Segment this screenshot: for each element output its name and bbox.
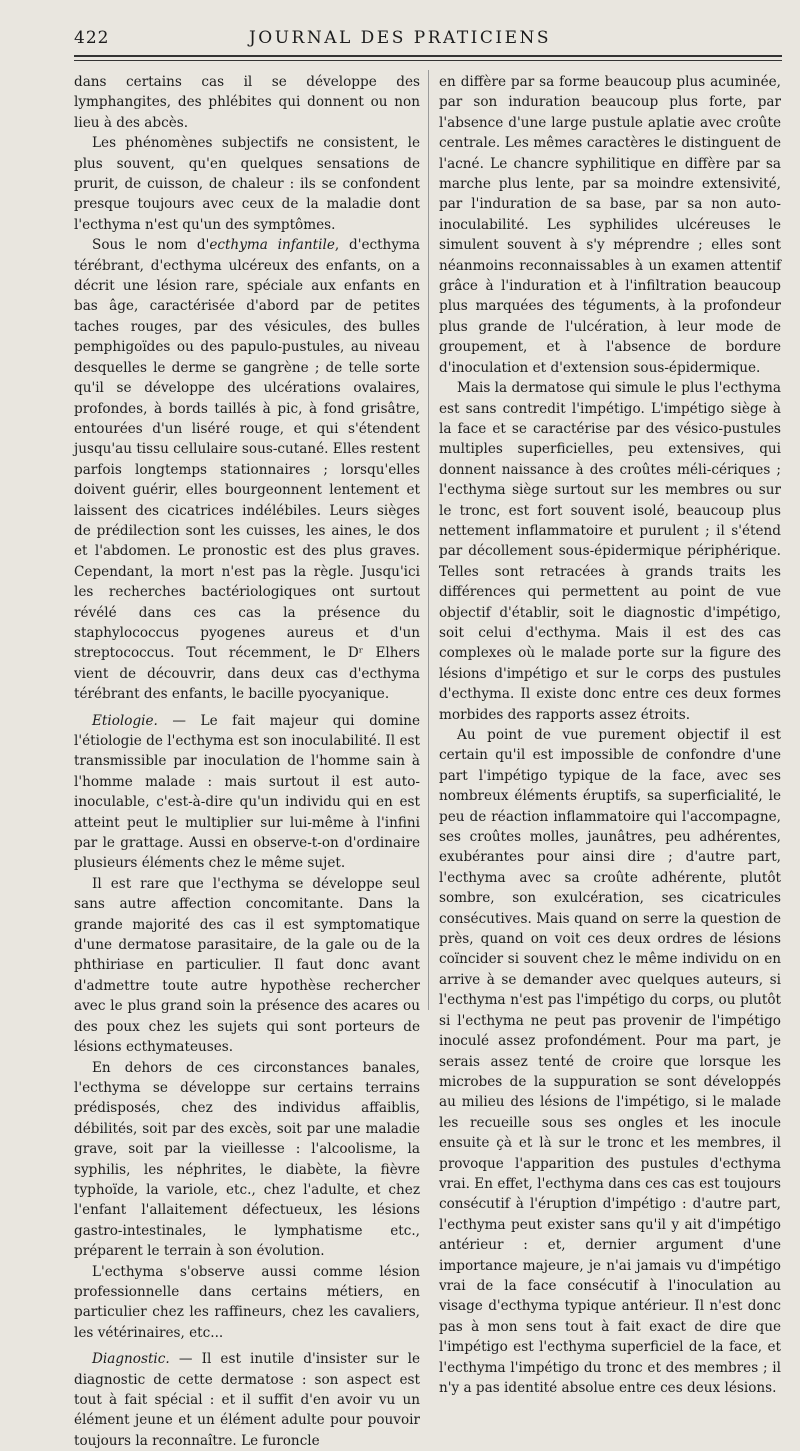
paragraph: En dehors de ces circonstances banales, l'ecthyma se développe sur certains terrains prédisposés, chez des individus affaiblis, débilités, soit par des excès, soit par une maladie grave, soit par la vieillesse : l'alcoolisme, la syphilis, les néphrites, le diabète, la fièvre typhoïde, la variole, etc., chez l'adulte, et chez l'enfant l'allaitement défectueux, les lésions gastro-intestinales, le lymphatisme etc., préparent le terrain à son évolution.: [74, 1059, 420, 1260]
paragraph-text: — Il est inutile d'insister sur le diagnostic de cette dermatose : son aspect est tout à fait spécial : et il suffit d'en avoir vu un élément jeune et un élément adulte pour pouvoir toujours la reconnaître. Le furoncle: [74, 1351, 420, 1449]
paragraph: dans certains cas il se développe des lymphangites, des phlébites qui donnent ou non lieu à des abcès.: [74, 74, 420, 131]
paragraph: L'ecthyma s'observe aussi comme lésion professionnelle dans certains métiers, en particulier chez les raffineurs, chez les cavaliers, les vétérinaires, etc...: [74, 1263, 420, 1341]
journal-title: JOURNAL DES PRATICIENS: [248, 28, 552, 48]
header-rule-thick: [74, 55, 782, 57]
right-column: [439, 72, 781, 1398]
paragraph-text: , d'ecthyma térébrant, d'ecthyma ulcéreux des enfants, on a décrit une lésion rare, spéciale aux enfants en bas âge, caractérisée d'abord par de petites taches rouges, par des vésicules, des bulles pemphigoïdes ou des papulo-pustules, au niveau desquelles le derme se gangrène ; de telle sorte qu'il se développe des ulcérations ovalaires, profondes, à bords taillés à pic, à fond grisâtre, entourées d'un liséré rouge, et qui s'étendent jusqu'au tissu cellulaire sous-cutané. Elles restent parfois longtemps stationnaires ; lorsqu'elles doivent guérir, elles bourgeonnent lentement et laissent des cicatrices indélébiles. Leurs sièges de prédilection sont les cuisses, les aines, le dos et l'abdomen. Le pronostic est des plus graves. Cependant, la mort n'est pas la règle. Jusqu'ici les recherches bactériologiques ont surtout révélé dans ces cas la présence du staphylococcus pyogenes aureus et d'un streptococcus. Tout récemment, le Dʳ Elhers vient de découvrir, dans deux cas d'ecthyma térébrant des enfants, le bacille pyocyanique.: [74, 237, 420, 703]
paragraph: Au point de vue purement objectif il est certain qu'il est impossible de confondre d'une part l'impétigo typique de la face, avec ses nombreux éléments éruptifs, sa superficialité, le peu de réaction inflammatoire qui l'accompagne, ses croûtes molles, jaunâtres, peu adhérentes, exubérantes pour ainsi dire ; d'autre part, l'ecthyma avec sa croûte adhérente, plutôt sombre, son exulcération, ses cicatricules consécutives. Mais quand on serre la question de près, quand on voit ces deux ordres de lésions coïncider si souvent chez le même individu on en arrive à se demander avec quelques auteurs, si l'ecthyma n'est pas l'impétigo du corps, ou plutôt si l'ecthyma ne peut pas provenir de l'impétigo inoculé assez profondément. Pour ma part, je serais assez tenté de croire que lorsque les microbes de la suppuration se sont développés au milieu des lésions de l'impétigo, si le malade les recueille sous ses ongles et les inocule ensuite çà et là sur le tronc et les membres, il provoque l'apparition des pustules d'ecthyma vrai. En effet, l'ecthyma dans ces cas est toujours consécutif à l'éruption d'impétigo : d'autre part, l'ecthyma peut exister sans qu'il y ait d'impétigo antérieur : et, dernier argument d'une importance majeure, je n'ai jamais vu d'impétigo vrai de la face consécutif à l'inoculation au visage d'ecthyma typique antérieur. Il n'est donc pas à mon sens tout à fait exact de dire que l'impétigo est l'ecthyma superficiel de la face, et l'ecthyma l'impétigo du tronc et des membres ; il n'y a pas identité absolue entre ces deux lésions.: [439, 727, 781, 1396]
italic-term: ecthyma infantile: [209, 237, 335, 254]
paragraph-etiologie: [74, 711, 420, 874]
paragraph: en diffère par sa forme beaucoup plus acuminée, par son induration beaucoup plus forte, par l'absence d'une large pustule aplatie avec croûte centrale. Les mêmes caractères le distinguent de l'acné. Le chancre syphilitique en diffère par sa marche plus lente, par sa moindre extensivité, par l'induration de sa base, par sa non auto-inoculabilité. Les syphilides ulcéreuses le simulent souvent à s'y méprendre ; elles sont néanmoins reconnaissables à un examen attentif grâce à l'induration et à l'infiltration beaucoup plus marquées des téguments, à la profondeur plus grande de l'ulcération, à leur mode de groupement, et à l'absence de bordure d'inoculation et d'extension sous-épidermique.: [439, 74, 781, 376]
paragraph: Les phénomènes subjectifs ne consistent, le plus souvent, qu'en quelques sensations de prurit, de cuisson, de chaleur : ils se confondent presque toujours avec ceux de la maladie dont l'ecthyma n'est qu'un des symptômes.: [74, 135, 420, 233]
paragraph: Il est rare que l'ecthyma se développe seul sans autre affection concomitante. Dans la grande majorité des cas il est symptomatique d'une dermatose parasitaire, de la gale ou de la phthiriase en particulier. Il faut donc avant d'admettre toute autre hypothèse rechercher avec le plus grand soin la présence des acares ou des poux chez les sujets qui sont porteurs de lésions ecthymateuses.: [74, 875, 420, 1056]
paragraph-ecthyma-infantile: [74, 235, 420, 704]
page-number: 422: [74, 28, 110, 48]
left-column: [74, 72, 420, 1451]
page-header: [0, 0, 800, 60]
header-rule-thin: [74, 60, 782, 61]
paragraph-text: Sous le nom d': [92, 237, 210, 254]
paragraph: Mais la dermatose qui simule le plus l'ecthyma est sans contredit l'impétigo. L'impétigo siège à la face et se caractérise par des vésico-pustules multiples superficielles, peu extensives, qui donnent naissance à des croûtes méli-cériques ; l'ecthyma siège surtout sur les membres ou sur le tronc, est fort souvent isolé, beaucoup plus nettement inflammatoire et purulent ; il s'étend par décollement sous-épidermique périphérique. Telles sont retracées à grands traits les différences qui permettent au point de vue objectif d'établir, soit le diagnostic d'impétigo, soit celui d'ecthyma. Mais il est des cas complexes où le malade porte sur la figure des lésions d'impétigo et sur le corps des pustules d'ecthyma. Il existe donc entre ces deux formes morbides des rapports assez étroits.: [439, 380, 781, 723]
paragraph-text: — Le fait majeur qui domine l'étiologie de l'ecthyma est son inoculabilité. Il est transmissible par inoculation de l'homme sain à l'homme malade : mais surtout il est auto-inoculable, c'est-à-dire qu'un individu qui en est atteint peut le multiplier sur lui-même à l'infini par le grattage. Aussi en observe-t-on d'ordinaire plusieurs éléments chez le même sujet.: [74, 712, 420, 872]
column-divider: [428, 70, 429, 1010]
section-heading-diagnostic: Diagnostic.: [92, 1351, 170, 1368]
section-heading-etiologie: Etiologie.: [92, 712, 158, 729]
paragraph-diagnostic: [74, 1349, 420, 1451]
